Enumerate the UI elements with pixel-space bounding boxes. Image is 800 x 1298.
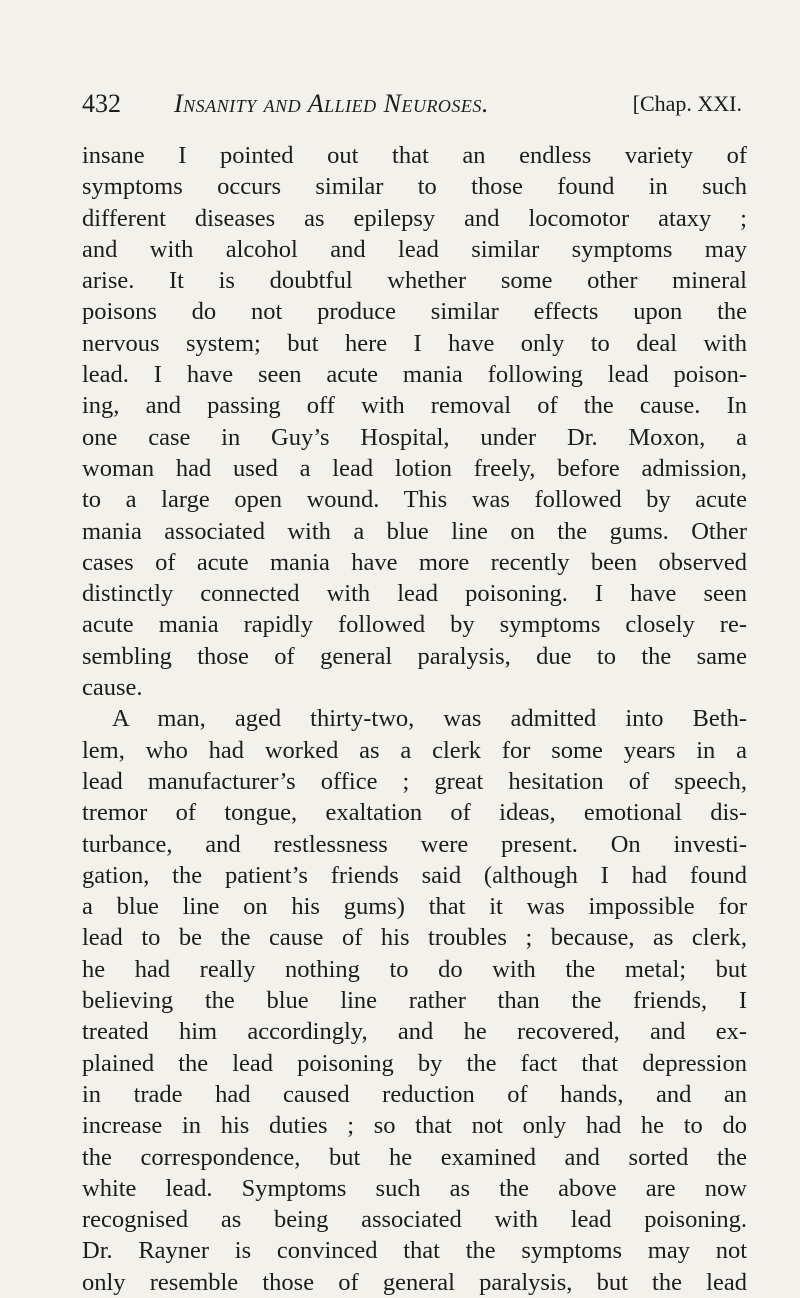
- text-line: the correspondence, but he examined and sorted the: [82, 1143, 747, 1171]
- text-line: treated him accordingly, and he recovered, and ex-: [82, 1018, 747, 1046]
- text-line: lead manufacturer’s office ; great hesitation of speech,: [82, 767, 747, 795]
- text-line: plained the lead poisoning by the fact that depression: [82, 1049, 747, 1077]
- text-line: ing, and passing off with removal of the cause. In: [82, 392, 747, 420]
- page-number: 432: [82, 89, 121, 118]
- running-title: Insanity and Allied Neuroses.: [174, 89, 489, 118]
- text-line: gation, the patient’s friends said (although I had found: [82, 861, 747, 889]
- text-line: he had really nothing to do with the metal; but: [82, 955, 747, 983]
- text-line: only resemble those of general paralysis, but the lead: [82, 1268, 747, 1296]
- text-line: increase in his duties ; so that not only had he to do: [82, 1112, 747, 1140]
- text-line: lead to be the cause of his troubles ; because, as clerk,: [82, 924, 747, 952]
- chapter-reference: [Chap. XXI.: [632, 91, 742, 116]
- text-line: Dr. Rayner is convinced that the symptoms may not: [82, 1237, 747, 1265]
- text-line: woman had used a lead lotion freely, before admission,: [82, 454, 747, 482]
- body-text: [82, 140, 747, 1298]
- text-line: different diseases as epilepsy and locomotor ataxy ;: [82, 204, 747, 232]
- text-line: white lead. Symptoms such as the above are now: [82, 1174, 747, 1202]
- text-line: lem, who had worked as a clerk for some years in a: [82, 736, 747, 764]
- text-line: sembling those of general paralysis, due to the same: [82, 642, 747, 670]
- text-line: poisons do not produce similar effects upon the: [82, 298, 747, 326]
- text-line: tremor of tongue, exaltation of ideas, emotional dis-: [82, 799, 747, 827]
- text-line: insane I pointed out that an endless variety of: [82, 142, 747, 169]
- text-line: symptoms occurs similar to those found in such: [82, 173, 747, 201]
- text-line: acute mania rapidly followed by symptoms closely re-: [82, 611, 747, 639]
- text-line: cause.: [82, 674, 143, 702]
- text-line: A man, aged thirty-two, was admitted into Beth-: [112, 705, 747, 733]
- text-line: arise. It is doubtful whether some other mineral: [82, 267, 747, 295]
- text-line: mania associated with a blue line on the gums. Other: [82, 517, 747, 545]
- text-line: cases of acute mania have more recently been observed: [82, 548, 747, 576]
- text-line: and with alcohol and lead similar symptoms may: [82, 235, 747, 263]
- text-line: nervous system; but here I have only to deal with: [82, 329, 747, 357]
- text-line: believing the blue line rather than the friends, I: [82, 987, 747, 1015]
- text-line: in trade had caused reduction of hands, and an: [82, 1080, 747, 1108]
- text-line: turbance, and restlessness were present. On investi-: [82, 830, 747, 858]
- text-line: lead. I have seen acute mania following lead poison-: [82, 361, 747, 389]
- text-line: distinctly connected with lead poisoning. I have seen: [82, 580, 747, 608]
- text-line: recognised as being associated with lead poisoning.: [82, 1206, 747, 1234]
- text-line: to a large open wound. This was followed by acute: [82, 486, 747, 514]
- running-header: [82, 84, 742, 124]
- text-line: one case in Guy’s Hospital, under Dr. Moxon, a: [82, 423, 747, 451]
- text-line: a blue line on his gums) that it was impossible for: [82, 893, 747, 921]
